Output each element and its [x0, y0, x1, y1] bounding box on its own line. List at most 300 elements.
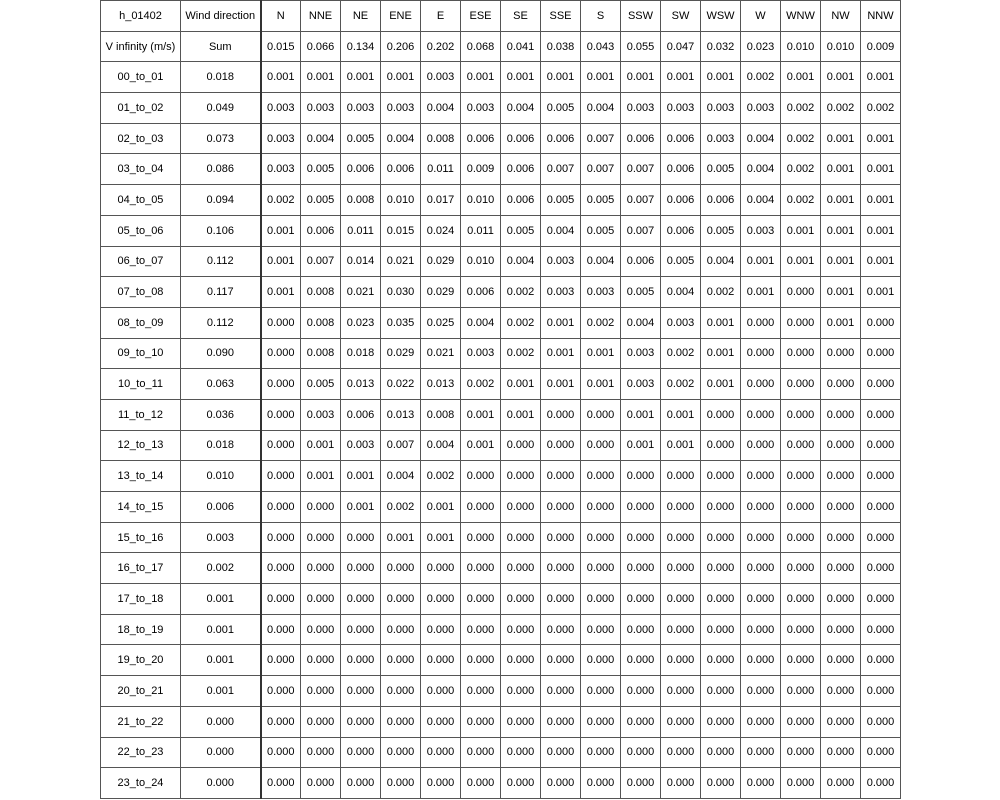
frequency-cell: 0.000	[701, 737, 741, 768]
frequency-cell: 0.000	[501, 430, 541, 461]
frequency-cell: 0.007	[301, 246, 341, 277]
frequency-cell: 0.000	[421, 768, 461, 799]
table-row	[101, 123, 901, 154]
frequency-cell: 0.000	[341, 706, 381, 737]
table-row	[101, 553, 901, 584]
corner-label: h_01402	[101, 1, 181, 32]
direction-header: SSW	[621, 1, 661, 32]
frequency-cell: 0.003	[461, 93, 501, 124]
frequency-cell: 0.004	[541, 215, 581, 246]
frequency-cell: 0.007	[381, 430, 421, 461]
frequency-cell: 0.000	[541, 768, 581, 799]
frequency-cell: 0.003	[621, 93, 661, 124]
frequency-cell: 0.000	[541, 430, 581, 461]
frequency-cell: 0.001	[261, 277, 301, 308]
frequency-cell: 0.001	[861, 62, 901, 93]
table-row	[101, 277, 901, 308]
table-row	[101, 307, 901, 338]
direction-header: SW	[661, 1, 701, 32]
frequency-cell: 0.000	[421, 706, 461, 737]
frequency-cell: 0.002	[461, 369, 501, 400]
frequency-cell: 0.000	[541, 645, 581, 676]
row-sum-cell: 0.073	[181, 123, 261, 154]
frequency-cell: 0.001	[461, 62, 501, 93]
frequency-cell: 0.001	[701, 369, 741, 400]
frequency-cell: 0.000	[781, 706, 821, 737]
frequency-cell: 0.000	[781, 338, 821, 369]
frequency-cell: 0.000	[581, 645, 621, 676]
table-row	[101, 185, 901, 216]
frequency-cell: 0.006	[381, 154, 421, 185]
frequency-cell: 0.000	[661, 492, 701, 523]
frequency-cell: 0.005	[301, 185, 341, 216]
frequency-cell: 0.000	[581, 768, 621, 799]
frequency-cell: 0.000	[301, 676, 341, 707]
frequency-cell: 0.000	[541, 614, 581, 645]
direction-header: WSW	[701, 1, 741, 32]
row-sum-cell: 0.117	[181, 277, 261, 308]
frequency-cell: 0.000	[261, 522, 301, 553]
frequency-cell: 0.000	[541, 737, 581, 768]
frequency-cell: 0.001	[861, 277, 901, 308]
row-sum-cell: 0.000	[181, 706, 261, 737]
frequency-cell: 0.001	[821, 62, 861, 93]
frequency-cell: 0.000	[341, 553, 381, 584]
direction-total-cell: 0.206	[381, 31, 421, 62]
summary-row	[101, 31, 901, 62]
frequency-cell: 0.001	[381, 62, 421, 93]
frequency-cell: 0.000	[261, 399, 301, 430]
frequency-cell: 0.000	[341, 768, 381, 799]
frequency-cell: 0.000	[661, 768, 701, 799]
frequency-cell: 0.000	[261, 614, 301, 645]
speed-bin-label: 10_to_11	[101, 369, 181, 400]
frequency-cell: 0.024	[421, 215, 461, 246]
frequency-cell: 0.005	[541, 185, 581, 216]
frequency-cell: 0.000	[421, 553, 461, 584]
frequency-cell: 0.001	[581, 338, 621, 369]
frequency-cell: 0.004	[661, 277, 701, 308]
frequency-cell: 0.000	[701, 768, 741, 799]
speed-bin-label: 08_to_09	[101, 307, 181, 338]
frequency-cell: 0.000	[861, 768, 901, 799]
frequency-cell: 0.000	[341, 584, 381, 615]
frequency-cell: 0.002	[781, 123, 821, 154]
frequency-cell: 0.001	[701, 62, 741, 93]
table-row	[101, 430, 901, 461]
frequency-cell: 0.000	[741, 645, 781, 676]
frequency-cell: 0.006	[621, 246, 661, 277]
frequency-cell: 0.000	[341, 645, 381, 676]
frequency-cell: 0.009	[461, 154, 501, 185]
frequency-cell: 0.000	[741, 430, 781, 461]
frequency-cell: 0.000	[661, 706, 701, 737]
frequency-cell: 0.000	[261, 307, 301, 338]
row-sum-cell: 0.001	[181, 645, 261, 676]
frequency-cell: 0.000	[301, 645, 341, 676]
frequency-cell: 0.001	[541, 338, 581, 369]
frequency-cell: 0.000	[341, 676, 381, 707]
frequency-cell: 0.000	[581, 399, 621, 430]
table-row	[101, 768, 901, 799]
frequency-cell: 0.000	[621, 614, 661, 645]
frequency-cell: 0.000	[661, 584, 701, 615]
frequency-cell: 0.000	[341, 737, 381, 768]
frequency-cell: 0.013	[421, 369, 461, 400]
frequency-cell: 0.000	[861, 645, 901, 676]
frequency-cell: 0.000	[821, 584, 861, 615]
frequency-cell: 0.004	[741, 154, 781, 185]
table-row	[101, 737, 901, 768]
frequency-cell: 0.001	[501, 399, 541, 430]
frequency-cell: 0.000	[781, 492, 821, 523]
frequency-cell: 0.006	[341, 399, 381, 430]
frequency-cell: 0.002	[501, 307, 541, 338]
direction-total-cell: 0.010	[821, 31, 861, 62]
frequency-cell: 0.007	[621, 185, 661, 216]
direction-total-cell: 0.009	[861, 31, 901, 62]
speed-bin-label: 03_to_04	[101, 154, 181, 185]
frequency-cell: 0.000	[261, 706, 301, 737]
frequency-cell: 0.000	[701, 399, 741, 430]
frequency-cell: 0.008	[301, 338, 341, 369]
frequency-cell: 0.010	[381, 185, 421, 216]
frequency-cell: 0.004	[621, 307, 661, 338]
row-sum-cell: 0.063	[181, 369, 261, 400]
frequency-cell: 0.000	[301, 522, 341, 553]
frequency-cell: 0.001	[621, 399, 661, 430]
frequency-cell: 0.017	[421, 185, 461, 216]
direction-total-cell: 0.038	[541, 31, 581, 62]
direction-header: ESE	[461, 1, 501, 32]
frequency-cell: 0.004	[701, 246, 741, 277]
table-row	[101, 676, 901, 707]
row-sum-cell: 0.002	[181, 553, 261, 584]
frequency-cell: 0.000	[461, 768, 501, 799]
row-sum-cell: 0.018	[181, 430, 261, 461]
frequency-cell: 0.000	[541, 584, 581, 615]
row-sum-cell: 0.006	[181, 492, 261, 523]
table-row	[101, 614, 901, 645]
frequency-cell: 0.000	[861, 676, 901, 707]
row-sum-cell: 0.112	[181, 307, 261, 338]
frequency-cell: 0.006	[461, 277, 501, 308]
frequency-cell: 0.004	[301, 123, 341, 154]
frequency-cell: 0.000	[741, 307, 781, 338]
frequency-cell: 0.003	[261, 93, 301, 124]
frequency-cell: 0.003	[621, 369, 661, 400]
table-row	[101, 522, 901, 553]
frequency-cell: 0.000	[741, 338, 781, 369]
speed-bin-label: 19_to_20	[101, 645, 181, 676]
frequency-cell: 0.013	[381, 399, 421, 430]
table-body	[101, 1, 901, 799]
frequency-cell: 0.006	[541, 123, 581, 154]
frequency-cell: 0.003	[261, 154, 301, 185]
frequency-cell: 0.008	[341, 185, 381, 216]
frequency-cell: 0.000	[501, 768, 541, 799]
direction-total-cell: 0.066	[301, 31, 341, 62]
frequency-cell: 0.001	[461, 399, 501, 430]
frequency-cell: 0.001	[421, 522, 461, 553]
frequency-cell: 0.000	[741, 737, 781, 768]
frequency-cell: 0.001	[701, 307, 741, 338]
frequency-cell: 0.000	[701, 492, 741, 523]
frequency-cell: 0.000	[581, 584, 621, 615]
frequency-cell: 0.000	[261, 492, 301, 523]
frequency-cell: 0.000	[541, 553, 581, 584]
direction-total-cell: 0.010	[781, 31, 821, 62]
frequency-cell: 0.002	[781, 185, 821, 216]
frequency-cell: 0.000	[501, 584, 541, 615]
frequency-cell: 0.000	[301, 584, 341, 615]
frequency-cell: 0.001	[501, 62, 541, 93]
frequency-cell: 0.002	[581, 307, 621, 338]
frequency-cell: 0.000	[461, 737, 501, 768]
frequency-cell: 0.023	[341, 307, 381, 338]
direction-header: N	[261, 1, 301, 32]
frequency-cell: 0.025	[421, 307, 461, 338]
frequency-cell: 0.003	[341, 430, 381, 461]
frequency-cell: 0.000	[821, 553, 861, 584]
frequency-cell: 0.000	[621, 522, 661, 553]
frequency-cell: 0.000	[501, 553, 541, 584]
frequency-cell: 0.007	[581, 154, 621, 185]
frequency-cell: 0.000	[421, 614, 461, 645]
frequency-cell: 0.003	[661, 93, 701, 124]
frequency-cell: 0.006	[701, 185, 741, 216]
table-row	[101, 215, 901, 246]
table-row	[101, 338, 901, 369]
frequency-cell: 0.000	[261, 676, 301, 707]
frequency-cell: 0.005	[661, 246, 701, 277]
frequency-cell: 0.000	[861, 338, 901, 369]
direction-header: NE	[341, 1, 381, 32]
direction-total-cell: 0.023	[741, 31, 781, 62]
wind-direction-header: Wind direction	[181, 1, 261, 32]
frequency-cell: 0.007	[541, 154, 581, 185]
frequency-cell: 0.000	[821, 430, 861, 461]
frequency-cell: 0.001	[541, 307, 581, 338]
frequency-cell: 0.000	[861, 614, 901, 645]
frequency-cell: 0.000	[861, 706, 901, 737]
frequency-cell: 0.000	[621, 706, 661, 737]
frequency-cell: 0.000	[541, 522, 581, 553]
frequency-cell: 0.001	[821, 154, 861, 185]
frequency-cell: 0.008	[301, 277, 341, 308]
frequency-cell: 0.013	[341, 369, 381, 400]
frequency-cell: 0.002	[861, 93, 901, 124]
frequency-cell: 0.029	[421, 246, 461, 277]
frequency-cell: 0.004	[581, 93, 621, 124]
direction-total-cell: 0.032	[701, 31, 741, 62]
frequency-cell: 0.005	[701, 154, 741, 185]
row-sum-cell: 0.001	[181, 614, 261, 645]
frequency-cell: 0.003	[421, 62, 461, 93]
frequency-cell: 0.003	[541, 246, 581, 277]
frequency-cell: 0.004	[581, 246, 621, 277]
frequency-cell: 0.003	[301, 93, 341, 124]
frequency-cell: 0.000	[581, 430, 621, 461]
frequency-cell: 0.000	[741, 584, 781, 615]
frequency-cell: 0.002	[701, 277, 741, 308]
frequency-cell: 0.000	[261, 768, 301, 799]
frequency-cell: 0.000	[461, 553, 501, 584]
direction-header: ENE	[381, 1, 421, 32]
frequency-cell: 0.000	[701, 522, 741, 553]
frequency-cell: 0.000	[781, 522, 821, 553]
table-row	[101, 706, 901, 737]
frequency-cell: 0.000	[661, 522, 701, 553]
frequency-cell: 0.001	[381, 522, 421, 553]
frequency-cell: 0.001	[501, 369, 541, 400]
direction-header: WNW	[781, 1, 821, 32]
frequency-cell: 0.021	[381, 246, 421, 277]
frequency-cell: 0.000	[781, 584, 821, 615]
frequency-cell: 0.002	[501, 277, 541, 308]
frequency-cell: 0.000	[421, 584, 461, 615]
frequency-cell: 0.000	[421, 645, 461, 676]
frequency-cell: 0.000	[821, 645, 861, 676]
frequency-cell: 0.030	[381, 277, 421, 308]
frequency-cell: 0.010	[461, 185, 501, 216]
frequency-cell: 0.000	[781, 645, 821, 676]
direction-header: S	[581, 1, 621, 32]
row-sum-cell: 0.000	[181, 768, 261, 799]
speed-bin-label: 16_to_17	[101, 553, 181, 584]
frequency-cell: 0.002	[741, 62, 781, 93]
frequency-cell: 0.001	[461, 430, 501, 461]
speed-bin-label: 18_to_19	[101, 614, 181, 645]
frequency-cell: 0.000	[661, 737, 701, 768]
frequency-cell: 0.000	[301, 706, 341, 737]
frequency-cell: 0.008	[421, 399, 461, 430]
frequency-cell: 0.003	[581, 277, 621, 308]
frequency-cell: 0.029	[421, 277, 461, 308]
frequency-cell: 0.003	[381, 93, 421, 124]
frequency-cell: 0.000	[861, 430, 901, 461]
direction-header: NNW	[861, 1, 901, 32]
speed-bin-label: 06_to_07	[101, 246, 181, 277]
frequency-cell: 0.000	[581, 553, 621, 584]
table-row	[101, 461, 901, 492]
frequency-cell: 0.000	[381, 645, 421, 676]
frequency-cell: 0.004	[421, 430, 461, 461]
frequency-cell: 0.000	[261, 369, 301, 400]
table-row	[101, 62, 901, 93]
frequency-cell: 0.000	[701, 614, 741, 645]
frequency-cell: 0.010	[461, 246, 501, 277]
frequency-cell: 0.000	[301, 492, 341, 523]
frequency-cell: 0.006	[501, 154, 541, 185]
frequency-cell: 0.000	[861, 584, 901, 615]
frequency-cell: 0.001	[861, 246, 901, 277]
frequency-cell: 0.004	[501, 93, 541, 124]
frequency-cell: 0.001	[301, 62, 341, 93]
frequency-cell: 0.029	[381, 338, 421, 369]
frequency-cell: 0.006	[661, 123, 701, 154]
row-sum-cell: 0.106	[181, 215, 261, 246]
frequency-cell: 0.000	[861, 399, 901, 430]
speed-bin-label: 23_to_24	[101, 768, 181, 799]
frequency-cell: 0.000	[861, 461, 901, 492]
frequency-cell: 0.003	[261, 123, 301, 154]
frequency-cell: 0.003	[661, 307, 701, 338]
row-sum-cell: 0.003	[181, 522, 261, 553]
frequency-cell: 0.000	[501, 645, 541, 676]
frequency-cell: 0.000	[261, 737, 301, 768]
frequency-cell: 0.000	[461, 461, 501, 492]
row-sum-cell: 0.094	[181, 185, 261, 216]
frequency-cell: 0.000	[821, 369, 861, 400]
frequency-cell: 0.000	[581, 522, 621, 553]
frequency-cell: 0.006	[661, 215, 701, 246]
frequency-cell: 0.002	[261, 185, 301, 216]
frequency-cell: 0.001	[341, 62, 381, 93]
speed-bin-label: 15_to_16	[101, 522, 181, 553]
frequency-cell: 0.000	[301, 553, 341, 584]
direction-total-cell: 0.015	[261, 31, 301, 62]
frequency-cell: 0.007	[581, 123, 621, 154]
frequency-cell: 0.001	[421, 492, 461, 523]
frequency-cell: 0.008	[301, 307, 341, 338]
frequency-cell: 0.000	[821, 399, 861, 430]
frequency-cell: 0.000	[261, 430, 301, 461]
frequency-cell: 0.007	[621, 215, 661, 246]
frequency-cell: 0.004	[461, 307, 501, 338]
frequency-cell: 0.000	[581, 706, 621, 737]
frequency-cell: 0.000	[821, 522, 861, 553]
frequency-cell: 0.000	[461, 645, 501, 676]
frequency-cell: 0.000	[701, 461, 741, 492]
frequency-cell: 0.000	[741, 399, 781, 430]
frequency-cell: 0.000	[381, 584, 421, 615]
speed-bin-label: 02_to_03	[101, 123, 181, 154]
frequency-cell: 0.003	[741, 215, 781, 246]
frequency-cell: 0.000	[421, 737, 461, 768]
frequency-cell: 0.004	[381, 461, 421, 492]
frequency-cell: 0.000	[821, 338, 861, 369]
frequency-cell: 0.001	[741, 277, 781, 308]
frequency-cell: 0.011	[421, 154, 461, 185]
frequency-cell: 0.003	[301, 399, 341, 430]
frequency-cell: 0.000	[661, 461, 701, 492]
frequency-cell: 0.000	[661, 645, 701, 676]
frequency-cell: 0.000	[461, 584, 501, 615]
row-sum-cell: 0.086	[181, 154, 261, 185]
frequency-cell: 0.001	[861, 185, 901, 216]
table-row	[101, 93, 901, 124]
frequency-cell: 0.000	[461, 676, 501, 707]
frequency-cell: 0.001	[861, 215, 901, 246]
frequency-cell: 0.001	[621, 62, 661, 93]
frequency-cell: 0.001	[821, 246, 861, 277]
frequency-cell: 0.000	[701, 430, 741, 461]
frequency-cell: 0.001	[821, 123, 861, 154]
frequency-cell: 0.000	[261, 584, 301, 615]
frequency-cell: 0.003	[621, 338, 661, 369]
frequency-cell: 0.000	[821, 676, 861, 707]
frequency-cell: 0.000	[421, 676, 461, 707]
frequency-cell: 0.000	[541, 706, 581, 737]
frequency-cell: 0.000	[501, 461, 541, 492]
frequency-cell: 0.000	[461, 706, 501, 737]
direction-total-cell: 0.068	[461, 31, 501, 62]
speed-bin-label: 20_to_21	[101, 676, 181, 707]
frequency-cell: 0.001	[341, 461, 381, 492]
frequency-cell: 0.000	[541, 399, 581, 430]
frequency-cell: 0.005	[501, 215, 541, 246]
